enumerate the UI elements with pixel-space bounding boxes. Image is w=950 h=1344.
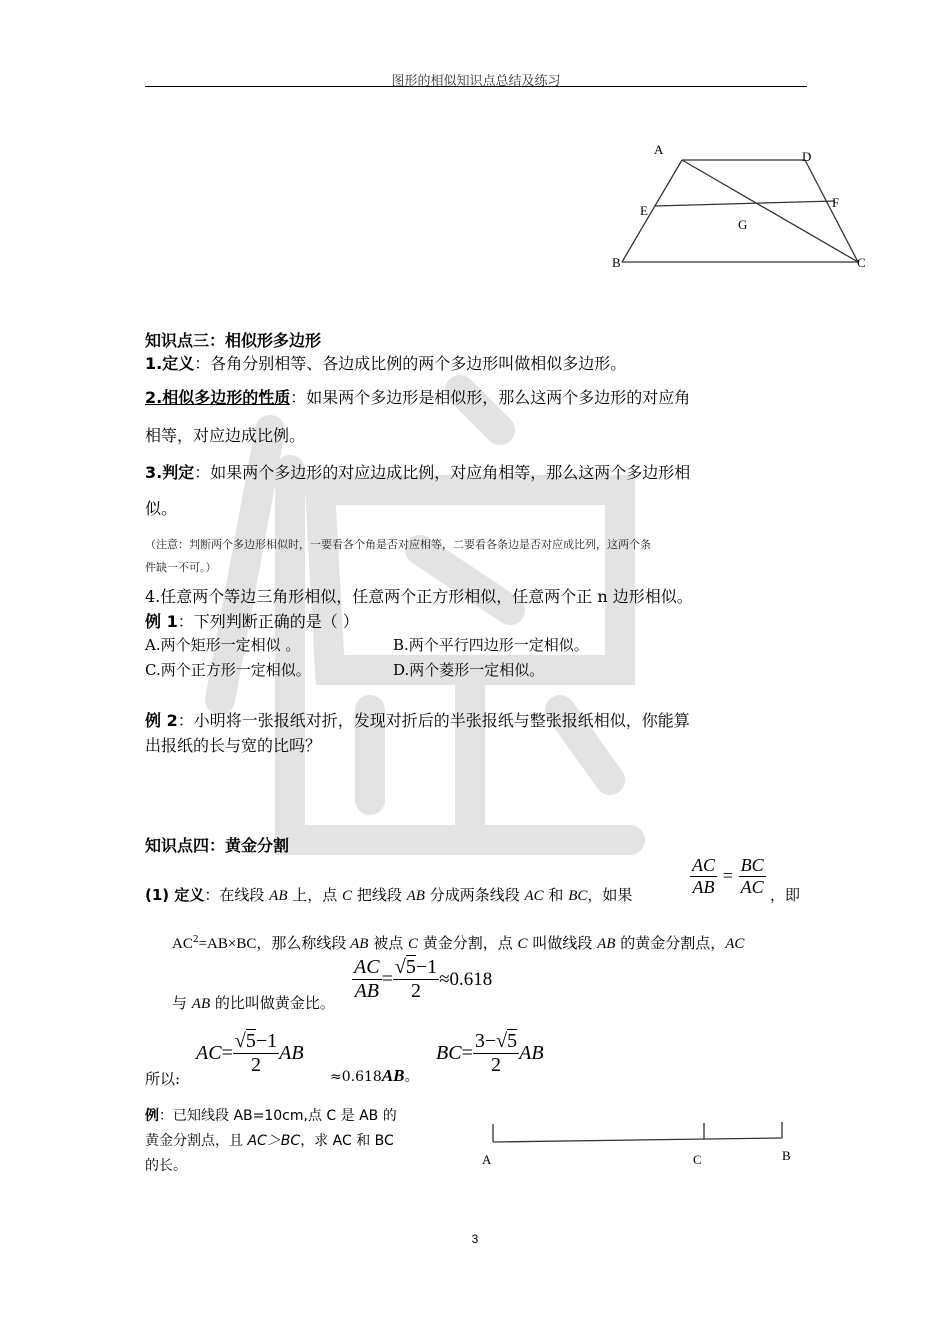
- def-text-6: ，即: [770, 886, 801, 904]
- fraction-sqrt5-minus1: $\frac{√5-1}{2}$: [394, 956, 438, 1002]
- line2-sup: 2: [192, 935, 199, 945]
- def-text-2: 上，点: [287, 886, 343, 904]
- section3-item1: [145, 346, 815, 382]
- line2-e: 叫做线段: [527, 934, 598, 952]
- approx-text: ≈0.618: [330, 1069, 382, 1085]
- note-line-b: 件缺一不可。）: [145, 561, 217, 574]
- ex2-label: 例 2: [145, 711, 178, 730]
- ex-label: 例: [145, 1108, 159, 1124]
- def-text-3: 把线段: [352, 886, 407, 904]
- line2-c-pt: C: [407, 936, 418, 952]
- label-c: C: [857, 255, 866, 270]
- line2-c-pt2: C: [517, 936, 528, 952]
- item3-text-a: ：如果两个多边形的对应边成比例，对应角相等，那么这两个多边形相: [194, 463, 691, 482]
- approx-ab: ≈0.618AB。: [330, 1066, 419, 1085]
- def-text-5: ，如果: [587, 886, 633, 904]
- def-ac: AC: [524, 888, 544, 904]
- definition-line3: [172, 992, 335, 1013]
- golden-example-line1: [145, 1104, 445, 1129]
- label-e: E: [640, 203, 648, 218]
- line3-ab: AB: [191, 996, 211, 1012]
- line2-ac: AC: [172, 936, 193, 952]
- definition-line2: [172, 932, 812, 953]
- trapezoid-diagram: [610, 138, 900, 278]
- so-label: 所以:: [145, 1070, 181, 1088]
- golden-ratio-value: $\frac{AC}{AB}$ = $\frac{√5-1}{2}$ ≈0.618: [354, 956, 493, 1002]
- side-ab: [622, 160, 682, 262]
- definition-line1: [145, 884, 632, 905]
- example2: [145, 708, 825, 731]
- section3-item4: 4.任意两个等边三角形相似，任意两个正方形相似，任意两个正 n 边形相似。: [145, 587, 693, 606]
- def-ab-2: AB: [406, 888, 425, 904]
- page-number: 3: [471, 1232, 479, 1246]
- seg-label-b: B: [782, 1148, 791, 1163]
- line2-b: =AB×BC，那么称线段: [198, 936, 351, 952]
- seg-label-a: A: [482, 1152, 492, 1167]
- fraction-ac-coeff: $\frac{√5-1}{2}$: [234, 1030, 278, 1076]
- def-c: C: [342, 888, 353, 904]
- ex1-option-b: B.两个平行四边形一定相似。: [393, 636, 589, 654]
- line3-b: 的比叫做黄金比。: [210, 994, 335, 1012]
- line2-ac-end: AC: [725, 936, 745, 952]
- note-line-a: （注意：判断两个多边形相似时，一要看各个角是否对应相等，二要看各条边是否对应成比列，这两个条: [145, 538, 651, 551]
- bc-formula: BC= $\frac{3-√5}{2}$ AB: [436, 1030, 544, 1076]
- ex1-text: ：下列判断正确的是（ ）: [177, 612, 359, 631]
- golden-example-line3: 的长。: [145, 1158, 187, 1174]
- ex-text-b2: AC＞BC: [247, 1133, 301, 1149]
- def-ab: AB: [269, 888, 288, 904]
- ex1-option-d: D.两个菱形一定相似。: [393, 661, 545, 679]
- section4-heading: 知识点四：黄金分割: [145, 836, 290, 855]
- line3-a: 与: [172, 994, 192, 1012]
- segment-ab: [493, 1138, 782, 1142]
- label-b: B: [612, 255, 621, 270]
- label-d: D: [802, 149, 812, 164]
- section3-heading: 知识点三：相似形多边形: [145, 331, 322, 350]
- ex1-label: 例 1: [145, 612, 178, 631]
- label-g: G: [738, 217, 748, 232]
- segment-abc-diagram: [480, 1118, 810, 1168]
- ex1-option-c: C.两个正方形一定相似。: [145, 661, 311, 679]
- line2-d: 黄金分割，点: [418, 934, 518, 952]
- item1-label: 1.定义: [145, 354, 195, 373]
- item1-text: ：各角分别相等、各边成比例的两个多边形叫做相似多边形。: [194, 354, 627, 373]
- item2-label: 2.相似多边形的性质: [145, 388, 291, 407]
- section3-item2-cont: 相等，对应边成比例。: [145, 426, 306, 445]
- section3-item3-cont: 似。: [145, 499, 178, 518]
- seg-label-c: C: [693, 1152, 702, 1167]
- ex-text-b: 黄金分割点，且: [145, 1133, 248, 1149]
- section3-item2: [145, 380, 815, 416]
- line2-c: 被点: [368, 934, 408, 952]
- fraction-bc-coeff: $\frac{3-√5}{2}$: [474, 1030, 518, 1076]
- page-header: 图形的相似知识点总结及练习: [391, 74, 561, 89]
- ex2-text-a: ：小明将一张报纸对折，发现对折后的半张报纸与整张报纸相似，你能算: [177, 711, 690, 730]
- line2-f: 的黄金分割点，: [615, 934, 726, 952]
- header-rule: [145, 86, 807, 87]
- golden-example-line2: [145, 1129, 445, 1154]
- def-and: 和: [543, 886, 569, 904]
- def-bc: BC: [568, 888, 588, 904]
- example1: [145, 609, 359, 632]
- item2-text-a: ：如果两个多边形是相似形，那么这两个多边形的对应角: [290, 388, 691, 407]
- ac-formula: AC= $\frac{√5-1}{2}$ AB: [196, 1030, 304, 1076]
- item3-label: 3.判定: [145, 463, 195, 482]
- fraction-ac-ab: $\frac{AC}{AB}$: [692, 855, 716, 897]
- label-f: F: [832, 195, 840, 210]
- fraction-bc-ac: $\frac{BC}{AC}$: [740, 855, 764, 897]
- ex-text-a: ：已知线段 AB=10cm,点 C 是 AB 的: [159, 1108, 397, 1124]
- ratio-approx: ≈0.618: [439, 969, 493, 990]
- def-text-1: ：在线段: [204, 886, 270, 904]
- label-a: A: [654, 142, 664, 157]
- segment-ef: [655, 201, 835, 206]
- def-text-4: 分成两条线段: [424, 886, 525, 904]
- ex-text-b3: ，求 AC 和 BC: [300, 1133, 394, 1149]
- def-label: (1) 定义: [145, 886, 205, 904]
- line2-ab-2: AB: [597, 936, 616, 952]
- line2-ab: AB: [350, 936, 369, 952]
- ex2-text-b: 出报纸的长与宽的比吗？: [145, 736, 322, 755]
- section3-item3: [145, 455, 825, 491]
- fraction-ac-ab-2: $\frac{AC}{AB}$: [354, 956, 380, 1002]
- golden-ratio-equation: $\frac{AC}{AB}$ = $\frac{BC}{AC}$: [692, 855, 764, 897]
- golden-example: [145, 1104, 445, 1179]
- ex1-option-a: A.两个矩形一定相似 。: [145, 636, 301, 654]
